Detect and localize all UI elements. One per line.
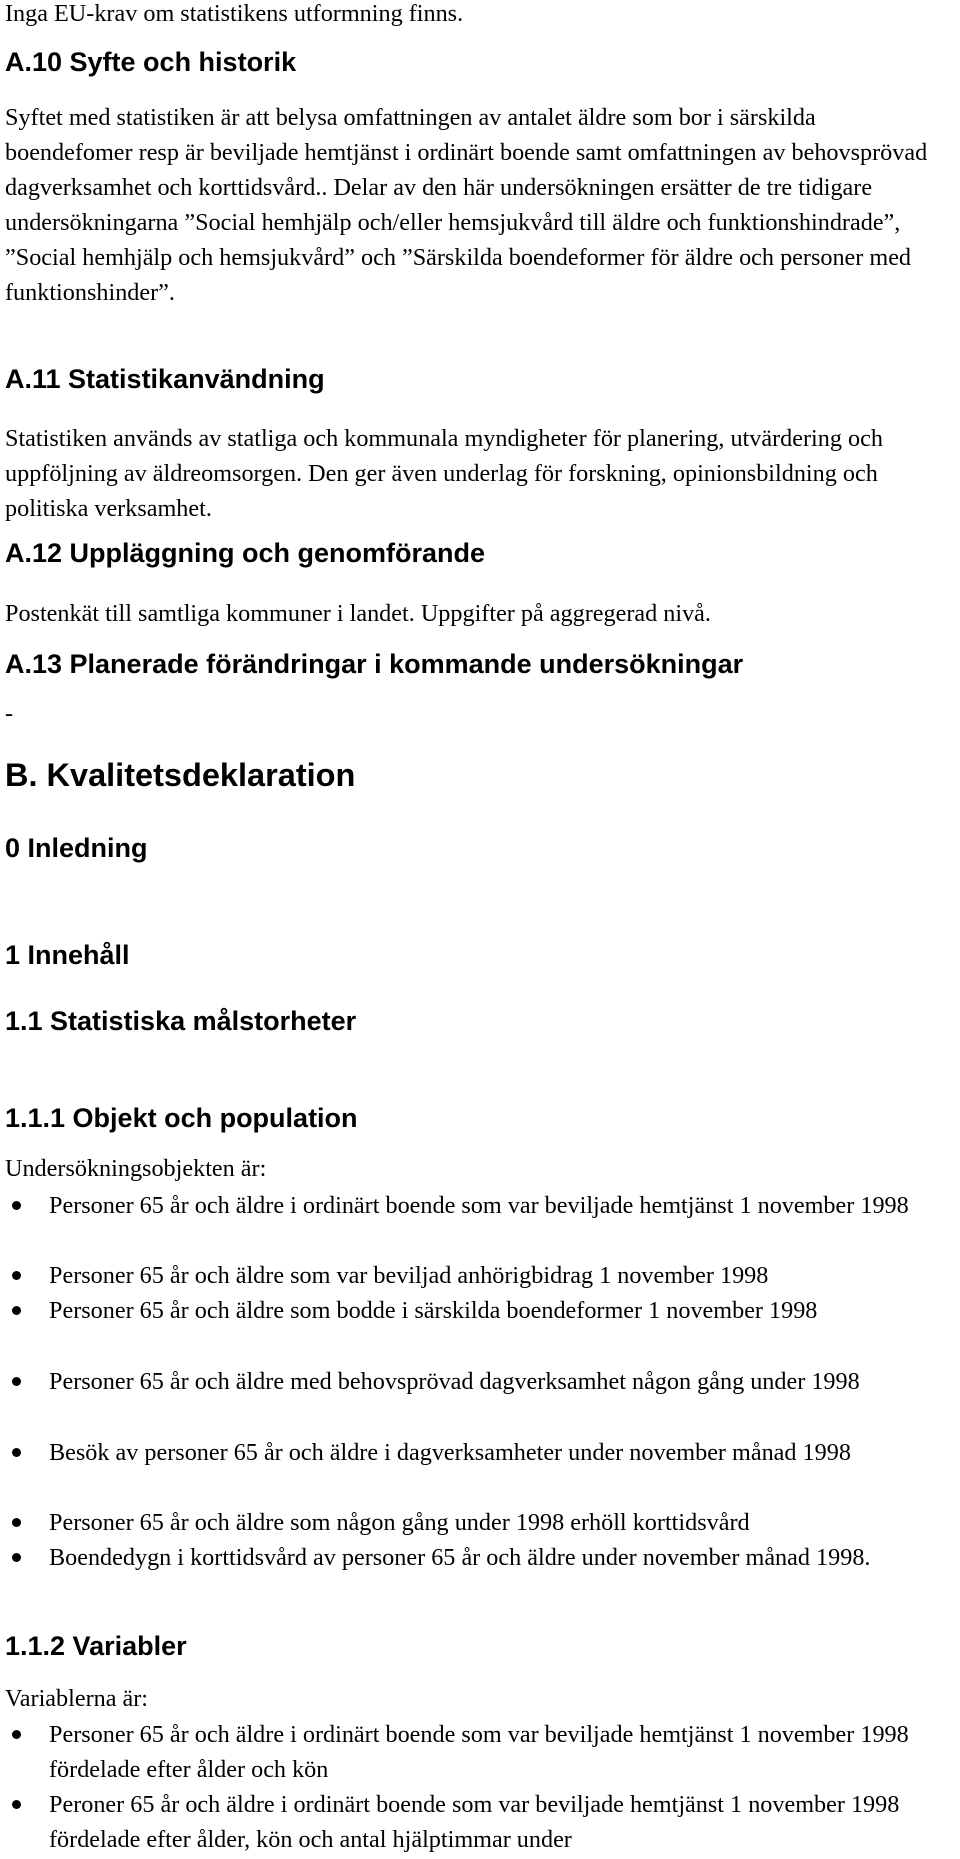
bullet-icon <box>12 1377 21 1386</box>
list-item <box>5 1364 935 1399</box>
list-item-text: Personer 65 år och äldre som någon gång under 1998 erhöll korttidsvård <box>49 1509 750 1536</box>
list-item-text: Personer 65 år och äldre i ordinärt boende som var beviljade hemtjänst 1 november 1998 <box>49 1192 909 1219</box>
bullet-icon <box>12 1553 21 1562</box>
intro-line: Inga EU-krav om statistikens utformning finns. <box>5 0 464 27</box>
objects-lead: Undersökningsobjekten är: <box>5 1155 267 1182</box>
list-item <box>5 1188 935 1223</box>
section-heading-0: 0 Inledning <box>5 833 148 863</box>
section-body-a10: Syftet med statistiken är att belysa omfattningen av antalet äldre som bor i särskilda boendefomer resp är beviljade hemtjänst i ordinärt boende samt omfattningen av behovsprövad dagverksamhet och korttidsvård.. Delar av den här undersökningen ersätter de tre tidigare undersökningarna ”Social hemhjälp och/eller hemsjukvård till äldre och funktionshindrade”, ”Social hemhjälp och hemsjukvård” och ”Särskilda boendeformer för äldre och personer med funktionshinder”. <box>5 104 928 306</box>
list-item-text: Personer 65 år och äldre med behovsprövad dagverksamhet någon gång under 1998 <box>49 1368 860 1395</box>
section-heading-a11: A.11 Statistikanvändning <box>5 364 325 394</box>
list-item-text: Personer 65 år och äldre som var beviljad anhörigbidrag 1 november 1998 <box>49 1262 769 1289</box>
section-heading-a13: A.13 Planerade förändringar i kommande undersökningar <box>5 649 744 679</box>
bullet-icon <box>12 1518 21 1527</box>
section-heading-a12: A.12 Uppläggning och genomförande <box>5 538 486 568</box>
section-body-a11: Statistiken används av statliga och kommunala myndigheter för planering, utvärdering och uppföljning av äldreomsorgen. Den ger även underlag för forskning, opinionsbildning och politiska verksamhet. <box>5 425 883 522</box>
bullet-icon <box>12 1800 21 1809</box>
bullet-icon <box>12 1730 21 1739</box>
list-item-text: Personer 65 år och äldre som bodde i särskilda boendeformer 1 november 1998 <box>49 1297 818 1324</box>
section-body-a12: Postenkät till samtliga kommuner i landet. Uppgifter på aggregerad nivå. <box>5 600 711 627</box>
section-heading-a10: A.10 Syfte och historik <box>5 47 297 77</box>
section-heading-1-1-2: 1.1.2 Variabler <box>5 1631 187 1661</box>
list-item <box>5 1435 935 1470</box>
list-item <box>5 1540 935 1575</box>
bullet-icon <box>12 1201 21 1210</box>
section-heading-1: 1 Innehåll <box>5 940 130 970</box>
list-item-text: Personer 65 år och äldre i ordinärt boende som var beviljade hemtjänst 1 november 1998 fördelade efter ålder och kön <box>49 1721 909 1783</box>
bullet-icon <box>12 1306 21 1315</box>
list-item <box>5 1505 935 1540</box>
section-heading-1-1: 1.1 Statistiska målstorheter <box>5 1006 357 1036</box>
list-item-text: Peroner 65 år och äldre i ordinärt boende som var beviljade hemtjänst 1 november 1998 fördelade efter ålder, kön och antal hjälptimmar under <box>49 1791 900 1853</box>
list-item <box>5 1787 935 1857</box>
list-item <box>5 1258 935 1293</box>
variables-lead: Variablerna är: <box>5 1685 149 1712</box>
bullet-icon <box>12 1448 21 1457</box>
section-heading-1-1-1: 1.1.1 Objekt och population <box>5 1103 358 1133</box>
list-item-text: Besök av personer 65 år och äldre i dagverksamheter under november månad 1998 <box>49 1439 851 1466</box>
section-heading-b: B. Kvalitetsdeklaration <box>5 757 356 793</box>
list-item <box>5 1293 935 1328</box>
list-item-text: Boendedygn i korttidsvård av personer 65 år och äldre under november månad 1998. <box>49 1544 871 1571</box>
bullet-icon <box>12 1271 21 1280</box>
list-item <box>5 1717 935 1787</box>
section-body-a13: - <box>5 700 14 727</box>
